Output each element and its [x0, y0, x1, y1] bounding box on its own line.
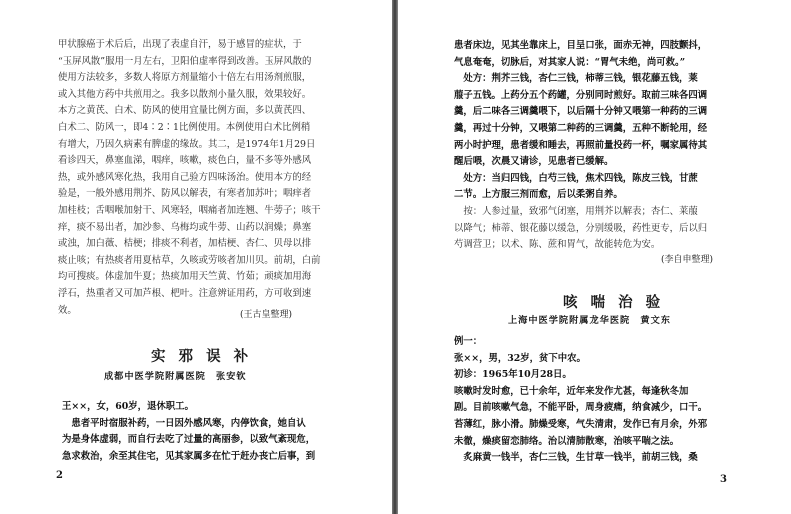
right-case-text: 例一： 张××，男，32岁，贫下中农。 初诊：1965年10月28日。 咳嗽时发时愈，已十余年，近年来发作尤甚，每逢秋冬加 剧。目前咳嗽气急，不能平卧，周身疲痛，纳食减少，口干。 苔薄红，脉小滑。肺燥受寒，气失清肃，发作已有月余，外邪 未徹，燥痰留恋肺络。治以清肺散寒，治咳平喘之法。 炙麻黄一钱半，杏仁三钱，生甘草一钱半，前胡三钱，桑	[454, 336, 708, 464]
left-body-paragraph-2: 王××，女，60岁，退休职工。 患者平时宿服补药，一日因外感风寒，内停饮食，她自认 为是身体虚弱，而自行去吃了过量的高丽参，以致气紊现危， 急求救治，余至其住宅，见其家属多在忙于赶办丧亡后事，到	[62, 401, 316, 462]
left-body-paragraph-1: 甲状腺癌于术后后，出现了表虚自汗，易于感冒的症状，于 “玉屏风散”服用一月左右，卫阳伯虚率得到改善。玉屏风散的 使用方法较多，多数人将原方剂量缩小十倍左右用汤剂煎服， 或入其他方药中共煎用之。我多以散剂小量久服，效果较好。 本方之黄芪、白术、防风的使用宜量比例方面，多以黄芪四、 白术二、防风一，即4∶2∶1比例使用。本例使用白术比例稍 有增大，乃因久病素有脾虚的缘故。其二，是1974年1月29日 看诊四天，鼻塞血涕，咽痒，咳嗽，痰色白，量不多等外感风 热，或外感风寒化热，我用自己验方四味汤治。使用本方的经 验是，一般外感用荆芥、防风以解表，有寒者加苏叶；咽痒者 加桂枝；舌咽喉加射干、风寒轻，咽痛者加连翘、牛蒡子；咳干 痒，痰不易出者，加沙参、乌梅均或牛蒡、山药以润燥；鼻塞 或浊，加白薇、桔梗；排痰不利者，加桔梗、杏仁、贝母以排 痰止咳；有热痰者用夏枯草，久咳或劳咳者加川贝。前胡，白前 均可搜痰。体虚加牛夏；热痰加用天竺黄、竹茹；顽痰加用海 浮石，热重者又可加芦根、杷叶。注意辨证用药，方可收到速 效。	[58, 39, 321, 316]
right-page-number: 3	[720, 474, 727, 485]
left-page-number: 2	[56, 470, 63, 481]
right-article-affiliation: 上海中医学院附属龙华医院 黄文东	[508, 315, 671, 326]
right-editor-signature: (李自申整理)	[661, 255, 714, 265]
left-editor-signature: (王古皇整理)	[240, 310, 293, 320]
right-page	[398, 0, 791, 514]
left-article-affiliation: 成都中医学院附属医院 张安钦	[104, 371, 247, 382]
right-article-title: 咳 喘 治 验	[563, 294, 665, 311]
left-page	[0, 0, 392, 514]
right-commentary: 按：人参过量，致邪气闭塞，用荆芥以解表；杏仁、莱菔 以降气；柿蒂、银花藤以缓急，分别缓吸，药性更专，后以归 芍调营卫；以术、陈、蔗和胃气，故能转危为安。	[454, 206, 708, 251]
right-body-paragraph-1: 患者床边，见其坐靠床上，目呈口张，面赤无神，四肢颤抖， 气息奄奄，切脉后，对其家人说：“胃气未绝，尚可救。” 处方：荆芥三钱，杏仁三钱，柿蒂三钱，银花藤五钱，莱 菔子五钱。上药分五个药罐，分别同时煎好。取前三味各四调 羹，后二味各三调羹喂下，以后隔十分钟又喂第一种药的三调 羹，再过十分钟，又喂第二种药的三调羹，五种不断轮用，经 两小时护理，患者缓和睡去，再照前量投药一杯，嘱家属待其 醒后喂，次晨又请诊，见患者已缓解。 处方：当归四钱，白芍三钱，焦术四钱，陈皮三钱，甘蔗 二节。上方服三剂而愈，后以柔粥自养。	[454, 40, 708, 201]
left-article-title: 实 邪 误 补	[151, 348, 253, 365]
